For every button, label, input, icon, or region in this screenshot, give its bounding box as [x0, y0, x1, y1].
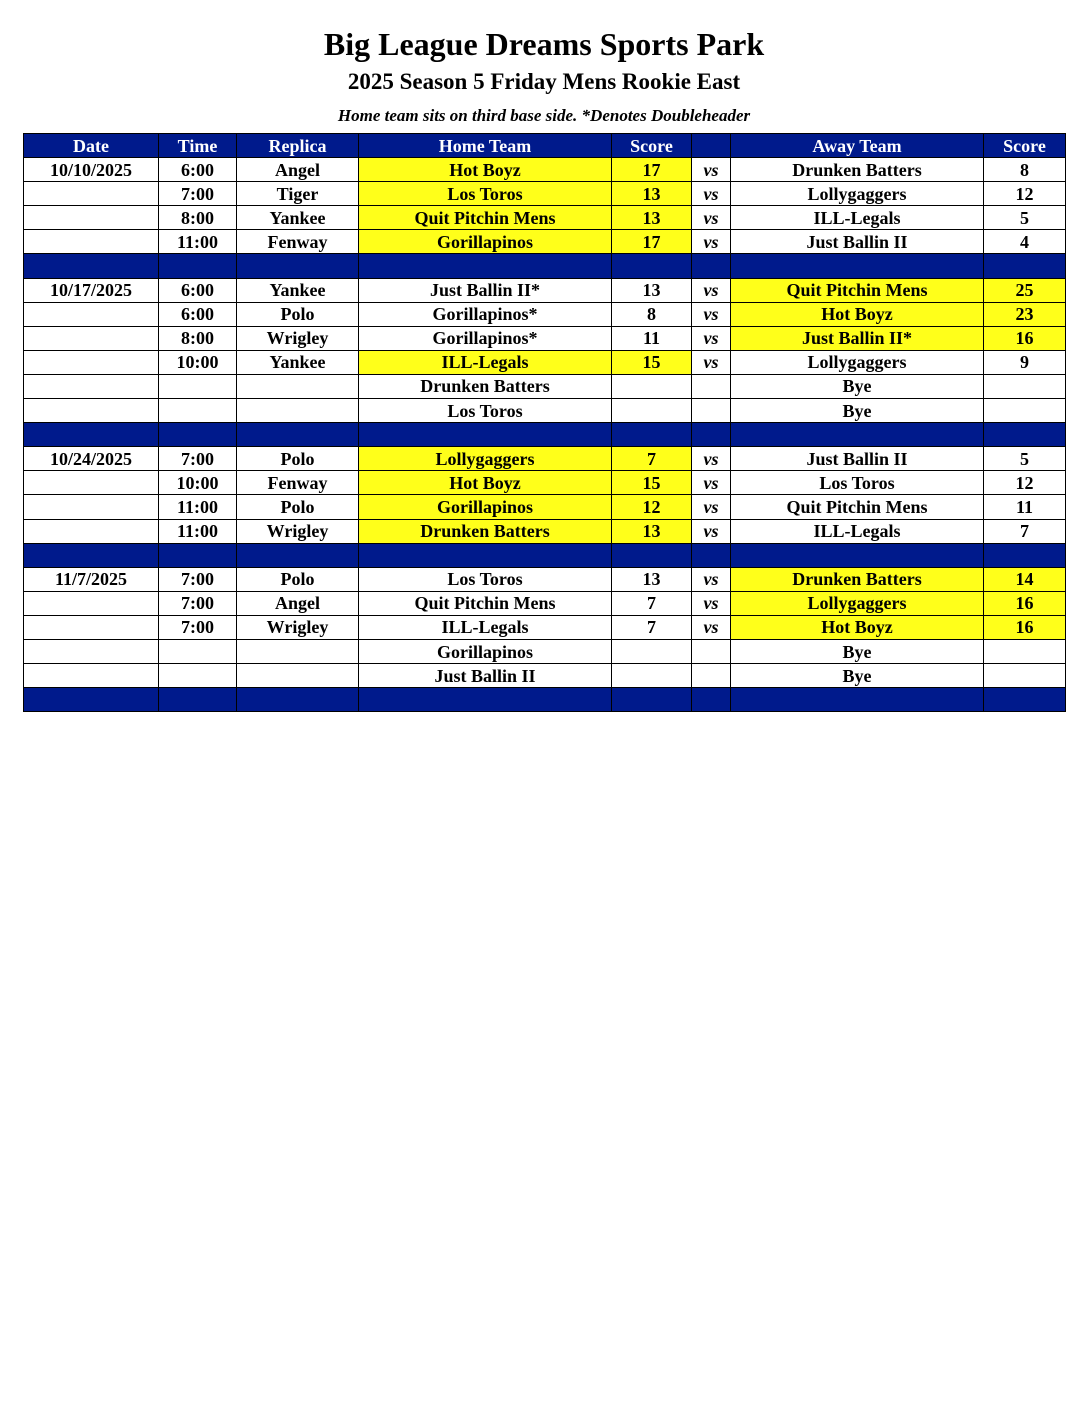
- table-row: [24, 664, 1066, 688]
- column-header-vs: [692, 134, 731, 158]
- week-separator-row: [24, 254, 1066, 278]
- column-header-home-score: Score: [612, 134, 692, 158]
- time-cell: 11:00: [159, 519, 237, 543]
- home-team-cell: ILL-Legals: [359, 615, 612, 639]
- away-score-cell: [984, 399, 1066, 423]
- time-cell: 7:00: [159, 615, 237, 639]
- separator-cell: [612, 543, 692, 567]
- separator-cell: [692, 254, 731, 278]
- vs-cell: vs: [692, 182, 731, 206]
- away-team-cell: Lollygaggers: [731, 182, 984, 206]
- table-row: [24, 567, 1066, 591]
- column-header-home-team: Home Team: [359, 134, 612, 158]
- home-score-cell: 7: [612, 615, 692, 639]
- table-row: [24, 326, 1066, 350]
- home-score-cell: 17: [612, 158, 692, 182]
- home-score-cell: 13: [612, 519, 692, 543]
- date-cell: 11/7/2025: [24, 567, 159, 591]
- replica-cell: Yankee: [237, 350, 359, 374]
- home-score-cell: 7: [612, 591, 692, 615]
- table-row: [24, 471, 1066, 495]
- vs-cell: vs: [692, 278, 731, 302]
- separator-cell: [359, 423, 612, 447]
- time-cell: 10:00: [159, 471, 237, 495]
- vs-cell: vs: [692, 326, 731, 350]
- date-cell: [24, 399, 159, 423]
- table-row: [24, 615, 1066, 639]
- vs-cell: vs: [692, 615, 731, 639]
- date-cell: [24, 591, 159, 615]
- home-score-cell: [612, 664, 692, 688]
- table-row: [24, 399, 1066, 423]
- away-score-cell: 25: [984, 278, 1066, 302]
- replica-cell: Yankee: [237, 206, 359, 230]
- away-score-cell: [984, 639, 1066, 663]
- home-score-cell: [612, 374, 692, 398]
- time-cell: [159, 374, 237, 398]
- separator-cell: [159, 543, 237, 567]
- away-score-cell: 9: [984, 350, 1066, 374]
- separator-cell: [359, 688, 612, 712]
- replica-cell: Wrigley: [237, 615, 359, 639]
- home-score-cell: 13: [612, 182, 692, 206]
- separator-cell: [731, 688, 984, 712]
- away-team-cell: Quit Pitchin Mens: [731, 278, 984, 302]
- away-team-cell: Los Toros: [731, 471, 984, 495]
- away-score-cell: 16: [984, 615, 1066, 639]
- home-score-cell: 13: [612, 567, 692, 591]
- vs-cell: vs: [692, 471, 731, 495]
- separator-cell: [159, 254, 237, 278]
- date-cell: [24, 302, 159, 326]
- time-cell: [159, 639, 237, 663]
- home-team-cell: Hot Boyz: [359, 471, 612, 495]
- replica-cell: Wrigley: [237, 519, 359, 543]
- date-cell: [24, 350, 159, 374]
- replica-cell: Wrigley: [237, 326, 359, 350]
- time-cell: 8:00: [159, 206, 237, 230]
- separator-cell: [359, 254, 612, 278]
- date-cell: [24, 374, 159, 398]
- page-subtitle: 2025 Season 5 Friday Mens Rookie East: [347, 69, 741, 94]
- home-score-cell: 17: [612, 230, 692, 254]
- home-team-cell: Gorillapinos: [359, 639, 612, 663]
- home-score-cell: 7: [612, 447, 692, 471]
- replica-cell: Yankee: [237, 278, 359, 302]
- schedule-note: Home team sits on third base side. *Denotes Doubleheader: [337, 106, 751, 125]
- away-score-cell: [984, 374, 1066, 398]
- away-score-cell: 11: [984, 495, 1066, 519]
- away-team-cell: Bye: [731, 664, 984, 688]
- home-team-cell: Quit Pitchin Mens: [359, 591, 612, 615]
- vs-cell: [692, 664, 731, 688]
- date-cell: [24, 182, 159, 206]
- time-cell: 6:00: [159, 302, 237, 326]
- replica-cell: Angel: [237, 158, 359, 182]
- column-header-time: Time: [159, 134, 237, 158]
- date-cell: 10/24/2025: [24, 447, 159, 471]
- separator-cell: [692, 543, 731, 567]
- separator-cell: [984, 543, 1066, 567]
- table-row: [24, 302, 1066, 326]
- home-team-cell: Los Toros: [359, 399, 612, 423]
- separator-cell: [984, 254, 1066, 278]
- vs-cell: vs: [692, 567, 731, 591]
- replica-cell: Polo: [237, 495, 359, 519]
- time-cell: 6:00: [159, 278, 237, 302]
- vs-cell: vs: [692, 350, 731, 374]
- time-cell: 7:00: [159, 447, 237, 471]
- time-cell: 6:00: [159, 158, 237, 182]
- home-team-cell: Gorillapinos: [359, 230, 612, 254]
- separator-cell: [612, 254, 692, 278]
- home-score-cell: 13: [612, 278, 692, 302]
- separator-cell: [24, 688, 159, 712]
- date-cell: [24, 615, 159, 639]
- time-cell: 10:00: [159, 350, 237, 374]
- home-team-cell: Just Ballin II*: [359, 278, 612, 302]
- separator-cell: [612, 423, 692, 447]
- away-team-cell: Just Ballin II: [731, 447, 984, 471]
- time-cell: [159, 399, 237, 423]
- home-team-cell: Los Toros: [359, 567, 612, 591]
- table-row: [24, 447, 1066, 471]
- home-score-cell: 12: [612, 495, 692, 519]
- away-team-cell: Bye: [731, 639, 984, 663]
- vs-cell: vs: [692, 206, 731, 230]
- separator-cell: [237, 543, 359, 567]
- table-row: [24, 639, 1066, 663]
- away-team-cell: Hot Boyz: [731, 302, 984, 326]
- separator-cell: [24, 543, 159, 567]
- away-team-cell: Lollygaggers: [731, 350, 984, 374]
- separator-cell: [237, 254, 359, 278]
- replica-cell: [237, 664, 359, 688]
- away-score-cell: [984, 664, 1066, 688]
- vs-cell: vs: [692, 591, 731, 615]
- away-score-cell: 4: [984, 230, 1066, 254]
- home-team-cell: Drunken Batters: [359, 519, 612, 543]
- home-team-cell: Los Toros: [359, 182, 612, 206]
- separator-cell: [237, 688, 359, 712]
- table-row: [24, 278, 1066, 302]
- table-row: [24, 158, 1066, 182]
- separator-cell: [984, 423, 1066, 447]
- separator-cell: [237, 423, 359, 447]
- replica-cell: Polo: [237, 447, 359, 471]
- replica-cell: Polo: [237, 567, 359, 591]
- table-header-row: [24, 134, 1066, 158]
- away-team-cell: Drunken Batters: [731, 158, 984, 182]
- away-team-cell: Just Ballin II*: [731, 326, 984, 350]
- away-score-cell: 7: [984, 519, 1066, 543]
- away-score-cell: 12: [984, 471, 1066, 495]
- vs-cell: vs: [692, 302, 731, 326]
- away-team-cell: Quit Pitchin Mens: [731, 495, 984, 519]
- date-cell: 10/17/2025: [24, 278, 159, 302]
- away-score-cell: 8: [984, 158, 1066, 182]
- away-team-cell: ILL-Legals: [731, 206, 984, 230]
- away-team-cell: Bye: [731, 374, 984, 398]
- date-cell: [24, 326, 159, 350]
- table-row: [24, 374, 1066, 398]
- home-team-cell: Just Ballin II: [359, 664, 612, 688]
- separator-cell: [984, 688, 1066, 712]
- away-score-cell: 12: [984, 182, 1066, 206]
- replica-cell: Angel: [237, 591, 359, 615]
- column-header-away-score: Score: [984, 134, 1066, 158]
- home-score-cell: 8: [612, 302, 692, 326]
- vs-cell: vs: [692, 519, 731, 543]
- away-team-cell: ILL-Legals: [731, 519, 984, 543]
- away-score-cell: 5: [984, 206, 1066, 230]
- separator-cell: [24, 254, 159, 278]
- away-team-cell: Lollygaggers: [731, 591, 984, 615]
- week-separator-row: [24, 423, 1066, 447]
- away-score-cell: 23: [984, 302, 1066, 326]
- column-header-away-team: Away Team: [731, 134, 984, 158]
- separator-cell: [692, 423, 731, 447]
- schedule-table: [23, 133, 1066, 712]
- away-score-cell: 16: [984, 591, 1066, 615]
- replica-cell: [237, 639, 359, 663]
- away-score-cell: 5: [984, 447, 1066, 471]
- home-score-cell: 13: [612, 206, 692, 230]
- replica-cell: [237, 374, 359, 398]
- separator-cell: [159, 423, 237, 447]
- table-row: [24, 495, 1066, 519]
- home-team-cell: Hot Boyz: [359, 158, 612, 182]
- vs-cell: vs: [692, 230, 731, 254]
- away-score-cell: 16: [984, 326, 1066, 350]
- table-row: [24, 591, 1066, 615]
- home-score-cell: [612, 399, 692, 423]
- date-cell: [24, 230, 159, 254]
- home-team-cell: Drunken Batters: [359, 374, 612, 398]
- home-team-cell: Gorillapinos*: [359, 326, 612, 350]
- home-team-cell: Gorillapinos*: [359, 302, 612, 326]
- away-team-cell: Just Ballin II: [731, 230, 984, 254]
- away-score-cell: 14: [984, 567, 1066, 591]
- vs-cell: [692, 639, 731, 663]
- time-cell: 11:00: [159, 230, 237, 254]
- time-cell: 7:00: [159, 182, 237, 206]
- week-separator-row: [24, 543, 1066, 567]
- time-cell: 11:00: [159, 495, 237, 519]
- home-team-cell: ILL-Legals: [359, 350, 612, 374]
- vs-cell: [692, 399, 731, 423]
- page-title: Big League Dreams Sports Park: [323, 26, 765, 62]
- table-row: [24, 230, 1066, 254]
- home-team-cell: Quit Pitchin Mens: [359, 206, 612, 230]
- vs-cell: [692, 374, 731, 398]
- table-row: [24, 519, 1066, 543]
- separator-cell: [24, 423, 159, 447]
- separator-cell: [159, 688, 237, 712]
- home-score-cell: 11: [612, 326, 692, 350]
- time-cell: [159, 664, 237, 688]
- replica-cell: [237, 399, 359, 423]
- separator-cell: [359, 543, 612, 567]
- replica-cell: Fenway: [237, 471, 359, 495]
- date-cell: [24, 471, 159, 495]
- week-separator-row: [24, 688, 1066, 712]
- date-cell: [24, 639, 159, 663]
- time-cell: 8:00: [159, 326, 237, 350]
- table-row: [24, 206, 1066, 230]
- away-team-cell: Hot Boyz: [731, 615, 984, 639]
- vs-cell: vs: [692, 447, 731, 471]
- date-cell: [24, 495, 159, 519]
- separator-cell: [731, 423, 984, 447]
- schedule-body: [24, 158, 1066, 712]
- date-cell: 10/10/2025: [24, 158, 159, 182]
- date-cell: [24, 206, 159, 230]
- table-row: [24, 182, 1066, 206]
- time-cell: 7:00: [159, 591, 237, 615]
- away-team-cell: Bye: [731, 399, 984, 423]
- replica-cell: Polo: [237, 302, 359, 326]
- home-score-cell: 15: [612, 471, 692, 495]
- away-team-cell: Drunken Batters: [731, 567, 984, 591]
- vs-cell: vs: [692, 158, 731, 182]
- time-cell: 7:00: [159, 567, 237, 591]
- replica-cell: Fenway: [237, 230, 359, 254]
- separator-cell: [692, 688, 731, 712]
- table-row: [24, 350, 1066, 374]
- home-score-cell: 15: [612, 350, 692, 374]
- replica-cell: Tiger: [237, 182, 359, 206]
- vs-cell: vs: [692, 495, 731, 519]
- date-cell: [24, 519, 159, 543]
- column-header-date: Date: [24, 134, 159, 158]
- separator-cell: [731, 254, 984, 278]
- separator-cell: [731, 543, 984, 567]
- home-team-cell: Gorillapinos: [359, 495, 612, 519]
- date-cell: [24, 664, 159, 688]
- separator-cell: [612, 688, 692, 712]
- home-score-cell: [612, 639, 692, 663]
- column-header-replica: Replica: [237, 134, 359, 158]
- home-team-cell: Lollygaggers: [359, 447, 612, 471]
